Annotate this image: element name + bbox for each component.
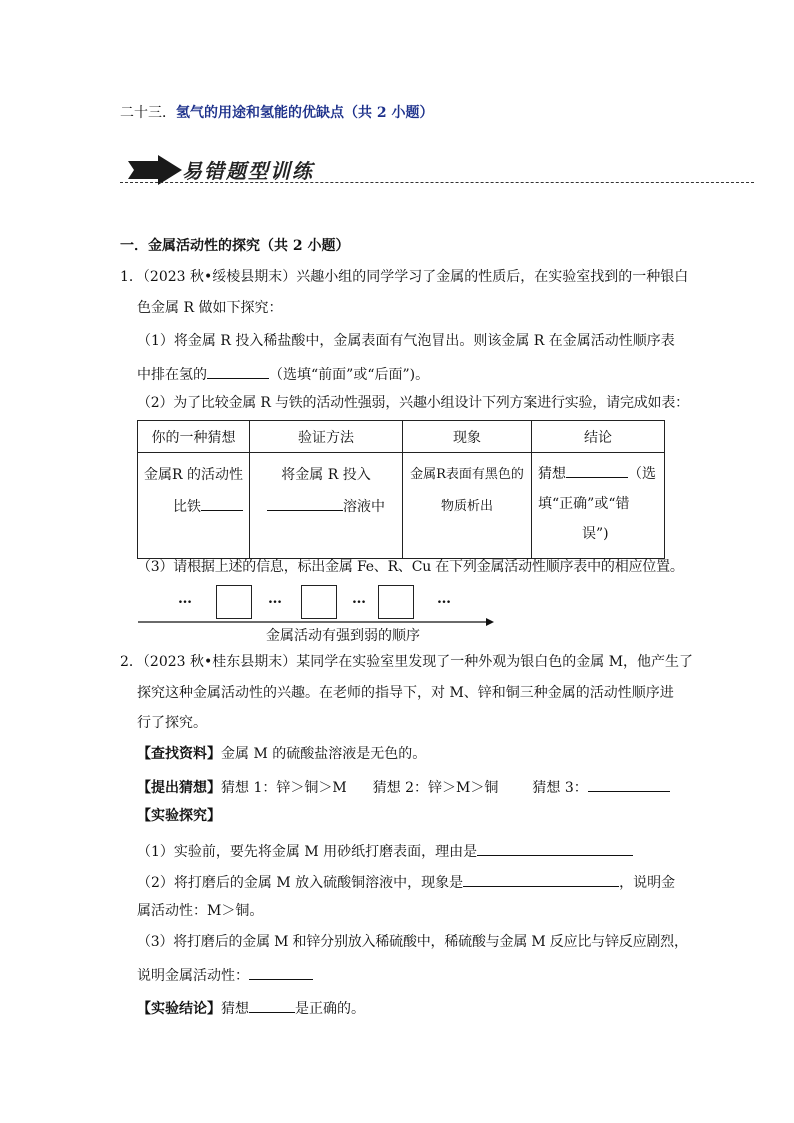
table-cell: 金属R表面有黑色的 物质析出	[403, 453, 532, 559]
arrow-icon	[128, 155, 184, 185]
q2-line1: 2．（2023 秋•桂东县期末）某同学在实验室里发现了一种外观为银白色的金属 M，他产生了	[120, 654, 694, 670]
answer-blank[interactable]	[201, 494, 243, 511]
section-number: 二十三．	[120, 105, 176, 121]
experiment-table	[137, 420, 665, 559]
banner-divider	[120, 182, 754, 183]
q1-sub2: （2）为了比较金属 R 与铁的活动性强弱，兴趣小组设计下列方案进行实验，请完成如表：	[137, 395, 689, 411]
q2-exp-tag: 【实验探究】	[137, 808, 221, 824]
answer-box[interactable]	[216, 585, 252, 619]
table-header: 结论	[532, 421, 665, 453]
table-row	[138, 453, 665, 559]
q1-sub3: （3）请根据上述的信息，标出金属 Fe、R、Cu 在下列金属活动性顺序表中的相应位置。	[137, 559, 684, 575]
banner	[120, 155, 754, 187]
section-title	[120, 103, 434, 123]
table-header-row	[138, 421, 665, 453]
axis-label: 金属活动有强到弱的顺序	[266, 628, 420, 644]
ellipsis: …	[352, 591, 367, 607]
answer-blank[interactable]	[566, 461, 628, 478]
table-header: 你的一种猜想	[138, 421, 250, 453]
q2-info: 【查找资料】金属 M 的硫酸盐溶液是无色的。	[137, 746, 427, 762]
part-heading: 一．金属活动性的探究（共 2 小题）	[120, 238, 350, 254]
q2-exp2-line2: 属活动性：M＞铜。	[137, 903, 264, 919]
answer-blank[interactable]	[207, 362, 269, 379]
table-cell: 金属R 的活动性 比铁	[138, 453, 250, 559]
q1-sub1-line1: （1）将金属 R 投入稀盐酸中，金属表面有气泡冒出。则该金属 R 在金属活动性顺序表	[137, 333, 675, 349]
q2-exp3-line2: 说明金属活动性：	[137, 963, 313, 986]
q2-line3: 行了探究。	[137, 715, 207, 731]
answer-box[interactable]	[378, 585, 414, 619]
table-header: 验证方法	[250, 421, 403, 453]
q1-sub1-line2: 中排在氢的 （选填“前面”或“后面”)。	[137, 362, 429, 385]
table-cell: 猜想 （选 填“正确”或“错 误”)	[532, 453, 665, 559]
ellipsis: …	[437, 591, 452, 607]
q2-exp3-line1: （3）将打磨后的金属 M 和锌分别放入稀硫酸中，稀硫酸与金属 M 反应比与锌反应剧烈，	[137, 934, 688, 950]
q2-hypotheses: 【提出猜想】猜想 1：锌＞铜＞M 猜想 2：锌＞M＞铜 猜想 3：	[137, 775, 670, 798]
q1-line1: 1．（2023 秋•绥棱县期末）兴趣小组的同学学习了金属的性质后，在实验室找到的一种银白	[120, 269, 689, 285]
answer-blank[interactable]	[249, 963, 313, 980]
table-header: 现象	[403, 421, 532, 453]
answer-box[interactable]	[301, 585, 337, 619]
answer-blank[interactable]	[477, 839, 633, 856]
ellipsis: …	[268, 591, 283, 607]
ellipsis: …	[178, 591, 193, 607]
answer-blank[interactable]	[463, 870, 619, 887]
q2-exp1: （1）实验前，要先将金属 M 用砂纸打磨表面，理由是	[137, 839, 633, 862]
answer-blank[interactable]	[267, 494, 343, 511]
q1-line2: 色金属 R 做如下探究：	[137, 300, 283, 316]
answer-blank[interactable]	[588, 775, 670, 792]
answer-blank[interactable]	[249, 996, 295, 1013]
table-cell: 将金属 R 投入 溶液中	[250, 453, 403, 559]
q2-exp2: （2）将打磨后的金属 M 放入硫酸铜溶液中，现象是 ，说明金	[137, 870, 675, 893]
q2-conclusion: 【实验结论】猜想 是正确的。	[137, 996, 365, 1019]
q2-line2: 探究这种金属活动性的兴趣。在老师的指导下，对 M、锌和铜三种金属的活动性顺序进	[137, 685, 674, 701]
section-title-text: 氢气的用途和氢能的优缺点（共 2 小题）	[176, 105, 434, 121]
banner-title: 易错题型训练	[182, 159, 314, 183]
